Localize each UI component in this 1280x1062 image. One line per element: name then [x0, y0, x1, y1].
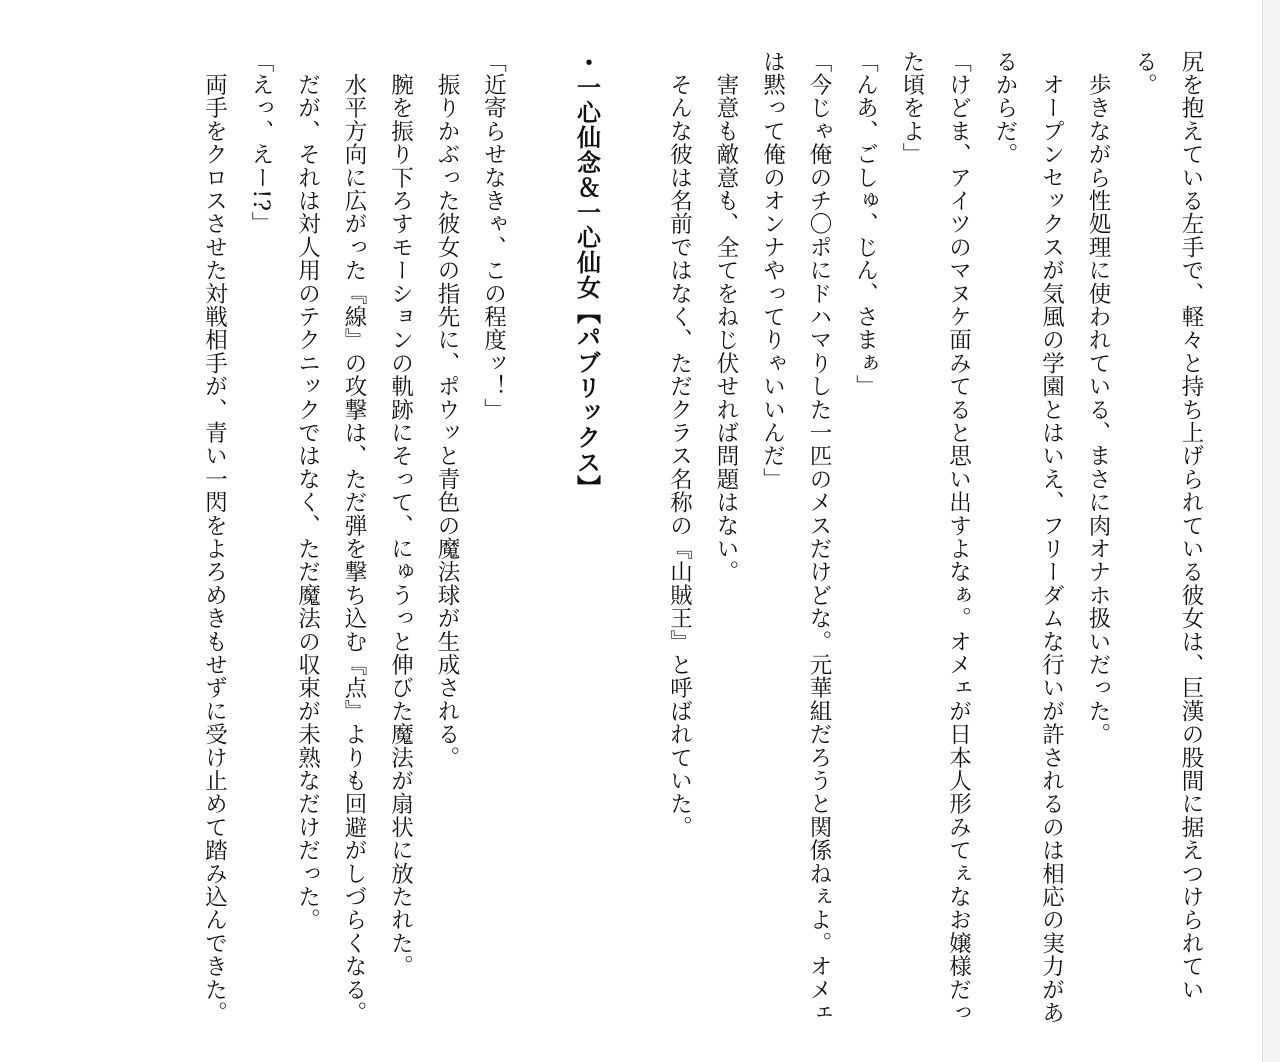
- paragraph: 尻を抱えている左手で、軽々と持ち上げられている彼女は、巨漢の股間に据えつけられている。: [1131, 50, 1204, 1002]
- scrollbar-track[interactable]: [1262, 0, 1280, 1062]
- paragraph: 水平方向に広がった『線』の攻撃は、ただ弾を撃ち込む『点』よりも回避がしづらくなる。: [341, 50, 367, 1025]
- paragraph: そんな彼は名前ではなく、ただクラス名称の『山賊王』と呼ばれていた。: [666, 50, 693, 839]
- dialogue-line: 「近寄らせなきゃ、この程度ッ！」: [480, 50, 507, 422]
- paragraph: 害意も敵意も、全てをねじ伏せれば問題はない。: [713, 50, 739, 584]
- dialogue-line: 「えっ、えー!?」: [248, 50, 274, 235]
- paragraph: 振りかぶった彼女の指先に、ポウッと青色の魔法球が生成される。: [434, 50, 460, 770]
- paragraph: 腕を振り下ろすモーションの軌跡にそって、にゅうっと伸びた魔法が扇状に放たれた。: [387, 50, 414, 978]
- section-heading: ・一心仙念＆一心仙女【パブリックス】: [572, 50, 601, 500]
- paragraph: オープンセックスが気風の学園とはいえ、フリーダムな行いが許されるのは相応の実力があるからだ。: [992, 50, 1065, 1025]
- dialogue-line: 「今じゃ俺のチ〇ポにドハマりした一匹のメスだけどな。元華組だろうと関係ねぇよ。オメェは黙って俺のオンナやってりゃいいんだ」: [759, 50, 832, 1025]
- paragraph: 歩きながら性処理に使われている、まさに肉オナホ扱いだった。: [1085, 50, 1111, 746]
- dialogue-line: 「けどま、アイツのマヌケ面みてると思い出すよなぁ。オメェが日本人形みてぇなお嬢様だった頃をよ」: [899, 50, 972, 1025]
- dialogue-line: 「んあ、ごしゅ、じん、さまぁ」: [852, 50, 879, 398]
- paragraph: 両手をクロスさせた対戦相手が、青い一閃をよろめきもせずに受け止めて踏み込んできた。: [201, 50, 228, 1025]
- vertical-text-body: [191, 50, 1214, 1040]
- paragraph: だが、それは対人用のテクニックではなく、ただ魔法の収束が未熟なだけだった。: [294, 50, 321, 932]
